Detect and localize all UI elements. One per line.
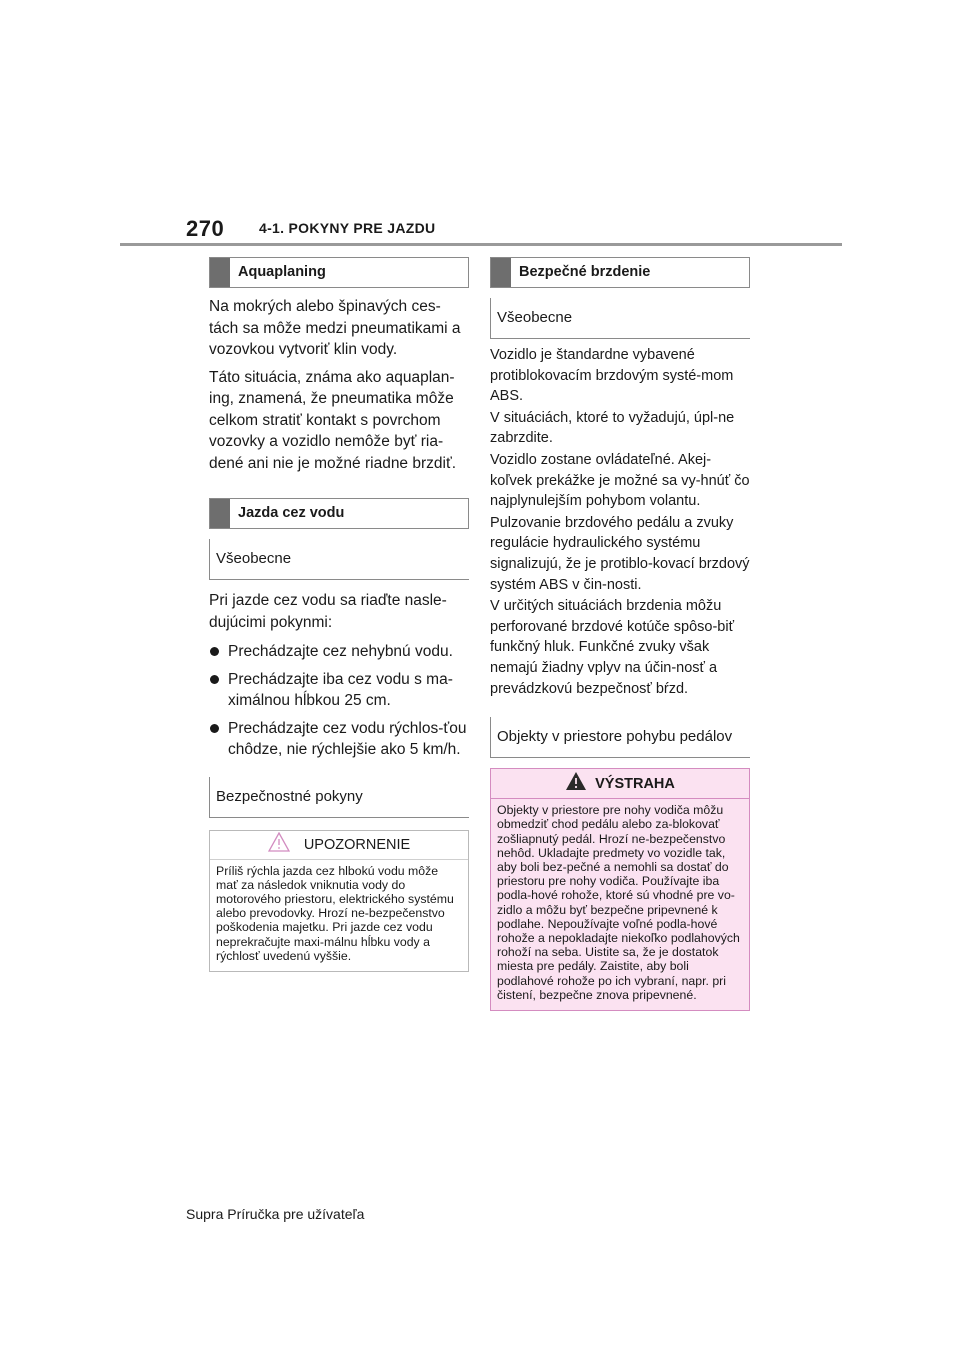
right-column bbox=[490, 257, 750, 1011]
warning-box bbox=[490, 768, 750, 1011]
section-header-braking bbox=[490, 257, 750, 288]
bullet-icon bbox=[210, 647, 219, 656]
paragraph: Pri jazde cez vodu sa riaďte nasle-dujúcimi pokynmi: bbox=[209, 592, 447, 631]
section-header-bar bbox=[210, 499, 230, 528]
section-header-bar bbox=[210, 258, 230, 287]
paragraph: Pulzovanie brzdového pedálu a zvuky regulácie hydraulického systému signalizujú, že je protiblo-kovací brzdový systém ABS v čin-nosti. bbox=[490, 514, 750, 593]
left-column bbox=[209, 257, 469, 972]
subheading-pedal-objects: Objekty v priestore pohybu pedálov bbox=[490, 717, 750, 758]
paragraph: Vozidlo je štandardne vybavené protiblokovacím brzdovým systé-mom ABS. bbox=[490, 347, 734, 405]
caution-triangle-icon bbox=[268, 832, 290, 857]
warning-title: VÝSTRAHA bbox=[595, 775, 675, 792]
section-title: Bezpečné brzdenie bbox=[519, 264, 651, 280]
page-number: 270 bbox=[186, 216, 225, 241]
section-header-water bbox=[209, 498, 469, 529]
bullet-icon bbox=[210, 675, 219, 684]
list-item: Prechádzajte cez vodu rýchlos-ťou chôdze, nie rýchlejšie ako 5 km/h. bbox=[209, 718, 469, 761]
list-item: Prechádzajte iba cez vodu s ma-ximálnou hĺbkou 25 cm. bbox=[209, 669, 469, 712]
caution-text: Príliš rýchla jazda cez hlbokú vodu môže mať za následok vniknutia vody do motorového priestoru, elektrického systému alebo prevodovky. Hrozí ne-bezpečenstvo poškodenia majetku. Pri jazde cez vodu neprekračujte maxi-málnu hĺbku vody a rýchlosť uvedenú vyššie. bbox=[216, 863, 454, 963]
caution-header bbox=[210, 831, 468, 860]
caution-title: UPOZORNENIE bbox=[303, 836, 411, 853]
warning-text: Objekty v priestore pre nohy vodiča môžu obmedziť chod pedálu alebo za-blokovať zošliapnutý pedál. Hrozí ne-bezpečenstvo nehôd. Ukladajte predmety vo vozidle tak, aby boli bez-pečné a nemohli sa dostať do priestoru pre nohy vodiča. Používajte iba podla-hové rohože, ktoré sú vhodné pre vo-zidlo a môžu byť bezpečne pripevnené k podlahe. Nepoužívajte voľné podla-hové rohože a nepokladajte niekoľko podlahových rohoží na seba. Uistite sa, že je dostatok miesta pre pedály. Zaistite, aby boli podlahové rohože po ich vybraní, napr. pri čistení, bezpečne znova pripevnené. bbox=[497, 803, 740, 1002]
bullet-list bbox=[209, 641, 469, 761]
header-rule bbox=[120, 243, 842, 246]
section-header-bar bbox=[491, 258, 511, 287]
caution-box bbox=[209, 830, 469, 972]
subheading-general: Všeobecne bbox=[209, 539, 469, 580]
chapter-title: 4-1. POKYNY PRE JAZDU bbox=[259, 220, 436, 236]
paragraph: Vozidlo zostane ovládateľné. Akej-koľvek prekážke je možné sa vy-hnúť čo najplynulejším pohybom volantu. bbox=[490, 451, 750, 510]
paragraph: Táto situácia, známa ako aquaplan-ing, znamená, že pneumatika môže celkom stratiť kontakt s povrchom vozovky a vozidlo nemôže byť ria-dené ani nie je možné riadne brzdiť. bbox=[209, 368, 457, 472]
footer-text: Supra Príručka pre užívateľa bbox=[186, 1206, 365, 1222]
paragraph: V určitých situáciách brzdenia môžu perforované brzdové kotúče spôso-biť funkčný hluk. Funkčné zvuky však nemajú žiadny vplyv na účin-nosť a prevádzkovú bezpečnosť bŕzd. bbox=[490, 598, 735, 697]
warning-header bbox=[491, 769, 749, 799]
list-item: Prechádzajte cez nehybnú vodu. bbox=[209, 641, 469, 663]
section-title: Aquaplaning bbox=[238, 264, 326, 280]
subheading-safety: Bezpečnostné pokyny bbox=[209, 777, 469, 818]
warning-triangle-icon bbox=[565, 771, 587, 796]
section-title: Jazda cez vodu bbox=[238, 505, 345, 521]
subheading-general: Všeobecne bbox=[490, 298, 750, 339]
bullet-icon bbox=[210, 724, 219, 733]
paragraph: Na mokrých alebo špinavých ces-tách sa môže medzi pneumatikami a vozovkou vytvoriť klin vody. bbox=[209, 298, 461, 358]
section-header-aquaplaning bbox=[209, 257, 469, 288]
paragraph: V situáciách, ktoré to vyžadujú, úpl-ne zabrzdite. bbox=[490, 409, 735, 447]
